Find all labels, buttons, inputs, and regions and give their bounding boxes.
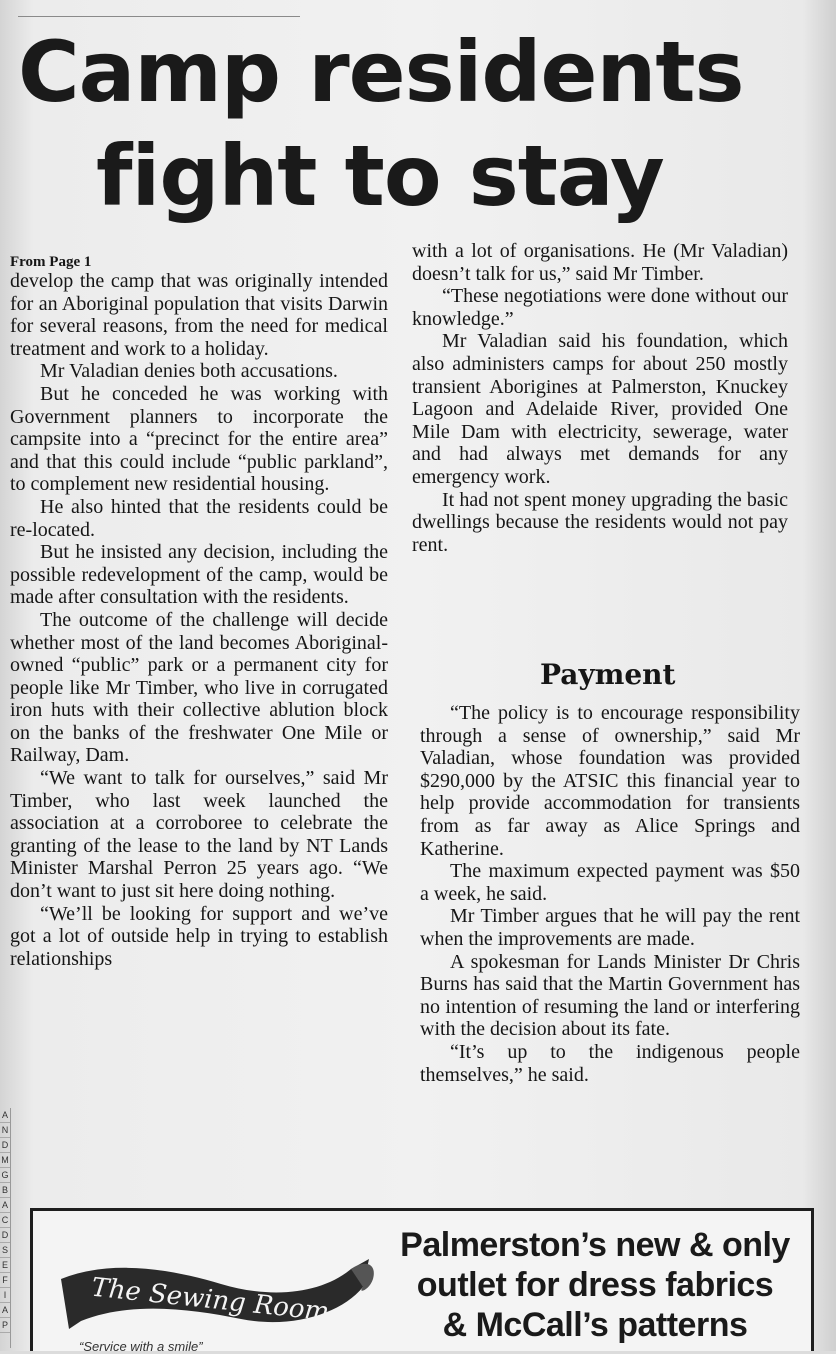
- headline-line-1: Camp residents: [18, 23, 744, 121]
- paragraph: The outcome of the challenge will decide whether most of the land becomes Aboriginal-owned “public” park or a permanent city for people like Mr Timber, who live in corrugated iron huts with their collective ablution block on the banks of the freshwater One Mile or Railway, Dam.: [10, 608, 388, 767]
- paragraph: “We’ll be looking for support and we’ve got a lot of outside help in trying to establish relationships: [10, 902, 388, 970]
- paragraph: develop the camp that was originally intended for an Aboriginal population that visits Darwin for several reasons, from the need for medical treatment and work to a holiday.: [10, 270, 388, 360]
- paragraph: But he insisted any decision, including the possible redevelopment of the camp, would be made after consultation with the residents.: [10, 541, 388, 609]
- paragraph: with a lot of organisations. He (Mr Valadian) doesn’t talk for us,” said Mr Timber.: [412, 240, 788, 285]
- edge-letter: P: [0, 1318, 10, 1333]
- headline-line-2: fight to stay: [96, 127, 664, 225]
- paragraph: He also hinted that the residents could be re-located.: [10, 495, 388, 541]
- logo-text: The Sewing Room: [90, 1272, 331, 1328]
- edge-letter: M: [0, 1153, 10, 1168]
- edge-letter: I: [0, 1288, 10, 1303]
- edge-letter: G: [0, 1168, 10, 1183]
- ad-line: outlet for dress fabrics: [416, 1266, 774, 1304]
- headline: [0, 24, 836, 234]
- paragraph: It had not spent money upgrading the basic dwellings because the residents would not pay rent.: [412, 488, 788, 556]
- subhead-payment: Payment: [540, 658, 676, 691]
- edge-letter: B: [0, 1183, 10, 1198]
- edge-letter: A: [0, 1108, 10, 1123]
- kicker-from-page: From Page 1: [10, 254, 92, 270]
- paragraph: Mr Timber argues that he will pay the rent when the improvements are made.: [420, 905, 800, 950]
- sewing-room-ribbon-logo: [51, 1239, 381, 1339]
- edge-letter: S: [0, 1243, 10, 1258]
- ad-line: Palmerston’s new & only: [400, 1226, 790, 1264]
- paragraph: Mr Valadian denies both accusations.: [40, 360, 338, 383]
- article-column-2-top: [412, 240, 788, 556]
- edge-letter: E: [0, 1258, 10, 1273]
- edge-letter: C: [0, 1213, 10, 1228]
- ad-line: & McCall’s patterns: [442, 1306, 748, 1344]
- paragraph: Mr Valadian said his foundation, which also administers camps for about 250 mostly transient Aborigines at Palmerston, Knuckey Lagoon and Adelaide River, provided One Mile Dam with electricity, sewerage, water and had always met demands for any emergency work.: [412, 330, 788, 488]
- ad-tagline: “Service with a smile”: [79, 1339, 203, 1354]
- article-column-2-bottom: [420, 702, 800, 1086]
- paragraph: “It’s up to the indigenous people themselves,” he said.: [420, 1040, 800, 1086]
- paragraph: “These negotiations were done without our knowledge.”: [412, 285, 788, 330]
- paragraph: But he conceded he was working with Government planners to incorporate the campsite into a “precinct for the entire area” and that this could include “public parkland”, to complement new residential housing.: [10, 382, 388, 496]
- edge-letter: A: [0, 1198, 10, 1213]
- paragraph: “We want to talk for ourselves,” said Mr Timber, who last week launched the association at a corroboree to celebrate the granting of the lease to the land by NT Lands Minister Marshal Perron 25 years ago. “We don’t want to just sit here doing nothing.: [10, 767, 388, 903]
- edge-letter: N: [0, 1123, 10, 1138]
- advertisement-box: [30, 1208, 814, 1354]
- paragraph: A spokesman for Lands Minister Dr Chris Burns has said that the Martin Government has no intention of resuming the land or interfering with the decision about its fate.: [420, 950, 800, 1041]
- top-rule: [18, 16, 300, 17]
- paragraph: The maximum expected payment was $50 a week, he said.: [420, 860, 800, 905]
- ad-headline: [385, 1225, 805, 1345]
- edge-letter: D: [0, 1228, 10, 1243]
- edge-letter: F: [0, 1273, 10, 1288]
- paragraph: “The policy is to encourage responsibility through a sense of ownership,” said Mr Valadian, whose foundation was provided $290,000 by the ATSIC this financial year to help provide accommodation for transients from as far away as Alice Springs and Katherine.: [420, 702, 800, 860]
- article-column-1: [10, 270, 388, 970]
- edge-letter: A: [0, 1303, 10, 1318]
- edge-letter: D: [0, 1138, 10, 1153]
- edge-index-strip: [0, 1108, 11, 1348]
